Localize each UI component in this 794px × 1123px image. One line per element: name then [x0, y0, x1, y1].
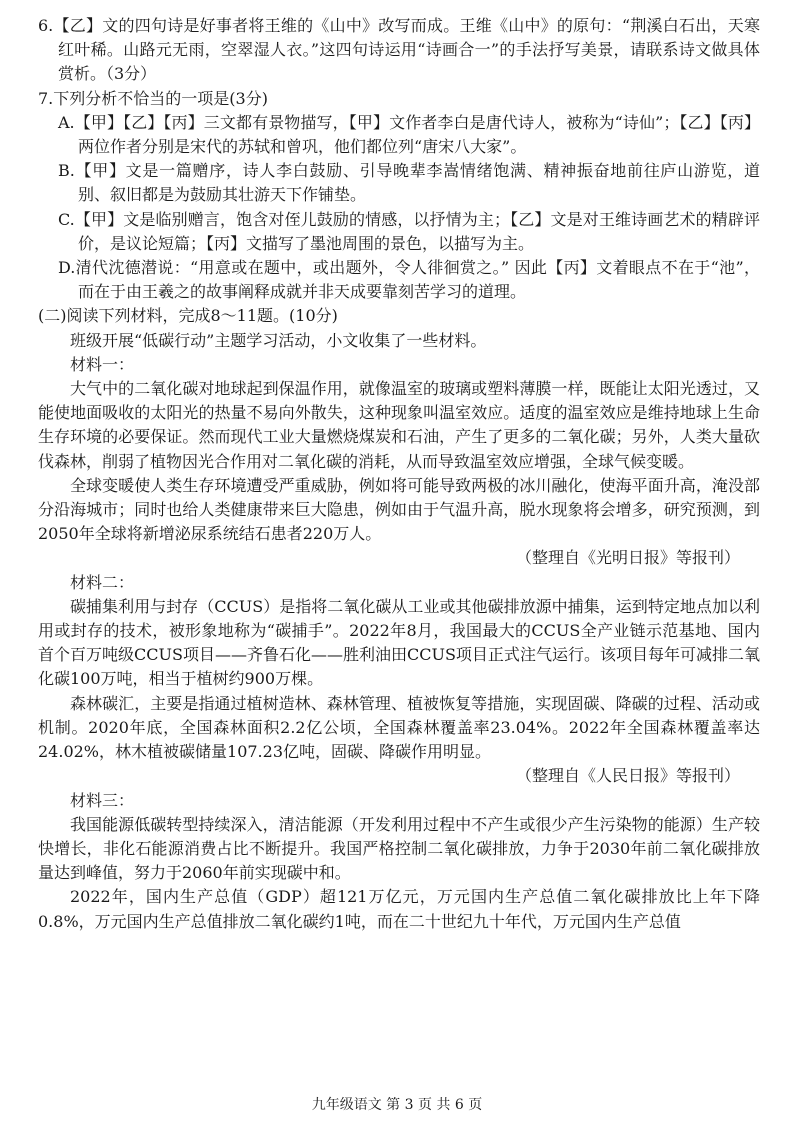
material-1-source: （整理自《光明日报》等报刊） [515, 548, 740, 568]
material-3-label: 材料三： [70, 790, 135, 810]
option-c: C.【甲】文是临别赠言，饱含对侄儿鼓励的情感，以抒情为主；【乙】文是对王维诗画艺术的精辟评价，是议论短篇；【丙】文描写了墨池周围的景色，以描写为主。 [58, 209, 760, 253]
section-heading: (二)阅读下列材料，完成8～11题。(10分) [38, 306, 338, 326]
intro-paragraph: 班级开展“低碳行动”主题学习活动，小文收集了一些材料。 [70, 330, 487, 350]
material-1-para-2: 全球变暖使人类生存环境遭受严重威胁，例如将可能导致两极的冰川融化，使海平面升高，淹没部分沿海城市；同时也给人类健康带来巨大隐患，例如由于气温升高，脱水现象将会增多，研究预测，到2050年全球将新增泌尿系统结石患者220万人。 [38, 475, 760, 544]
page-body [38, 14, 760, 934]
question-6: 6.【乙】文的四句诗是好事者将王维的《山中》改写而成。王维《山中》的原句：“荆溪白石出，天寒红叶稀。山路元无雨，空翠湿人衣。”这四句诗运用“诗画合一”的手法抒写美景，请联系诗文做具体赏析。（3分） [38, 16, 760, 84]
page-footer: 九年级语文 第 3 页 共 6 页 [311, 1097, 483, 1113]
material-3-para-2: 2022年，国内生产总值（GDP）超121万亿元，万元国内生产总值二氧化碳排放比上年下降0.8%，万元国内生产总值排放二氧化碳约1吨，而在二十世纪九十年代，万元国内生产总值 [38, 887, 760, 931]
material-3-para-1: 我国能源低碳转型持续深入，清洁能源（开发利用过程中不产生或很少产生污染物的能源）生产较快增长，非化石能源消费占比不断提升。我国严格控制二氧化碳排放，力争于2030年前二氧化碳排放量达到峰值，努力于2060年前实现碳中和。 [38, 814, 760, 883]
option-a: A.【甲】【乙】【丙】三文都有景物描写，【甲】文作者李白是唐代诗人，被称为“诗仙”；【乙】【丙】两位作者分别是宋代的苏轼和曾巩，他们都位列“唐宋八大家”。 [58, 112, 760, 157]
material-1-label: 材料一： [70, 354, 135, 374]
material-2-para-1: 碳捕集利用与封存（CCUS）是指将二氧化碳从工业或其他碳排放源中捕集，运到特定地点加以利用或封存的技术，被形象地称为“碳捕手”。2022年8月，我国最大的CCUS全产业链示范基地、国内首个百万吨级CCUS项目——齐鲁石化——胜利油田CCUS项目正式注气运行。该项目每年可减排二氧化碳100万吨，相当于植树约900万棵。 [38, 596, 760, 689]
option-d: D.清代沈德潜说：“用意或在题中，或出题外，令人徘徊赏之。” 因此【丙】文着眼点不在于“池”，而在于由王羲之的故事阐释成就并非天成要靠刻苦学习的道理。 [58, 258, 760, 302]
option-b: B.【甲】文是一篇赠序，诗人李白鼓励、引导晚辈李嵩情绪饱满、精神振奋地前往庐山游览，道别、叙旧都是为鼓励其壮游天下作铺垫。 [58, 161, 760, 205]
material-1-para-1: 大气中的二氧化碳对地球起到保温作用，就像温室的玻璃或塑料薄膜一样，既能让太阳光透过，又能使地面吸收的太阳光的热量不易向外散失，这种现象叫温室效应。适度的温室效应是维持地球上生命生存环境的必要保证。然而现代工业大量燃烧煤炭和石油，产生了更多的二氧化碳；另外，人类大量砍伐森林，削弱了植物因光合作用对二氧化碳的消耗，从而导致温室效应增强，全球气候变暖。 [38, 379, 760, 471]
material-2-source: （整理自《人民日报》等报刊） [515, 766, 740, 786]
question-7: 7.下列分析不恰当的一项是(3分) [38, 88, 268, 108]
material-2-label: 材料二： [70, 572, 135, 592]
material-2-para-2: 森林碳汇，主要是指通过植树造林、森林管理、植被恢复等措施，实现固碳、降碳的过程、活动或机制。2020年底，全国森林面积2.2亿公顷，全国森林覆盖率23.04%。2022年全国森林覆盖率达24.02%，林木植被碳储量107.23亿吨，固碳、降碳作用明显。 [38, 693, 760, 762]
